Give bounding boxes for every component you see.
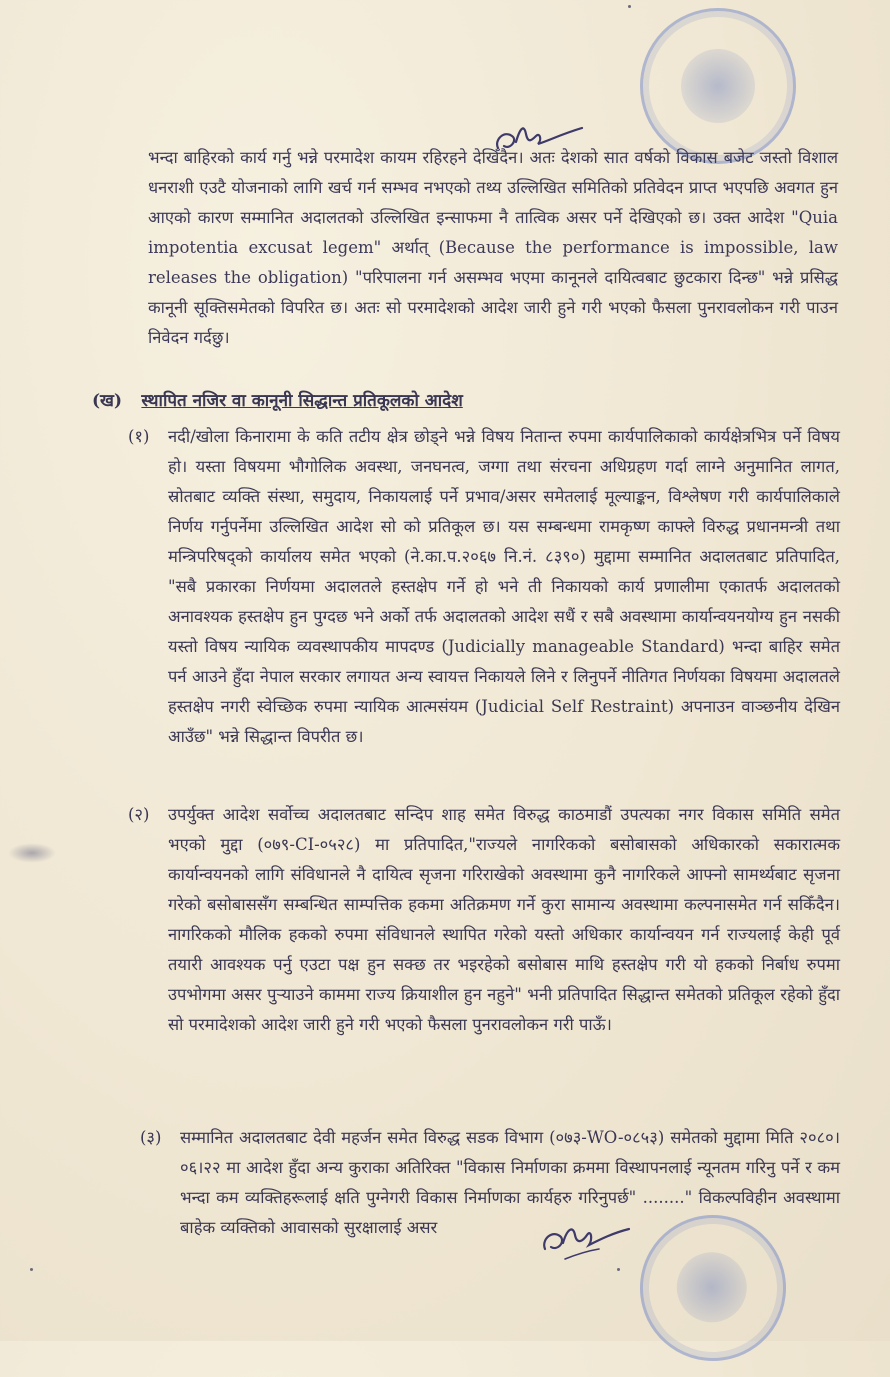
list-item-number: (३): [140, 1128, 162, 1147]
section-title: स्थापित नजिर वा कानूनी सिद्धान्त प्रतिकूलको आदेश: [141, 391, 463, 411]
list-item: [128, 422, 840, 752]
ink-smudge: [8, 843, 56, 863]
list-item-text: उपर्युक्त आदेश सर्वोच्च अदालतबाट सन्दिप शाह समेत विरुद्ध काठमाडौं उपत्यका नगर विकास समिति समेत भएको मुद्दा (०७९-CI-०५२८) मा प्रतिपादित,"राज्यले नागरिकको बसोबासको अधिकारको सकारात्मक कार्यान्वयनको लागि संविधानले नै दायित्व सृजना गरिराखेको अवस्थामा कुनै नागरिकले आफ्नो सामर्थ्यबाट सृजना गरेको बसोबाससँग सम्बन्धित साम्पत्तिक हकमा अतिक्रमण गर्ने कुरा सामान्य अवस्थामा कल्पनासमेत गर्न सकिँदैन। नागरिकको मौलिक हकको रुपमा संविधानले स्थापित गरेको यस्तो अधिकार कार्यान्वयन गर्न राज्यलाई केही पूर्व तयारी आवश्यक पर्नु एउटा पक्ष हुन सक्छ तर भइरहेको बसोबास माथि हस्तक्षेप गरी यो हकको निर्बाध रुपमा उपभोगमा असर पुऱ्याउने काममा राज्य क्रियाशील हुन नहुने" भनी प्रतिपादित सिद्धान्त समेतको प्रतिकूल रहेको हुँदा सो परमादेशको आदेश जारी हुने गरी भएको फैसला पुनरावलोकन गरी पाऊँ।: [168, 805, 840, 1034]
stamp-emblem: [674, 42, 762, 130]
stamp-emblem: [669, 1244, 755, 1330]
section-heading: [92, 388, 852, 414]
list-item-text: सम्मानित अदालतबाट देवी महर्जन समेत विरुद्ध सडक विभाग (०७३-WO-०८५३) समेतको मुद्दामा मिति २०८०।०६।२२ मा आदेश हुँदा अन्य कुराका अतिरिक्त "विकास निर्माणका क्रममा विस्थापनलाई न्यूनतम गरिनु पर्ने र कम भन्दा कम व्यक्तिहरूलाई क्षति पुग्नेगरी विकास निर्माणका कार्यहरु गरिनुपर्छ" ........" विकल्पविहीन अवस्थामा बाहेक व्यक्तिको आवासको सुरक्षालाई असर: [180, 1128, 840, 1237]
list-item-text: नदी/खोला किनारामा के कति तटीय क्षेत्र छोड्ने भन्ने विषय नितान्त रुपमा कार्यपालिकाको कार्यक्षेत्रभित्र पर्ने विषय हो। यस्ता विषयमा भौगोलिक अवस्था, जनघनत्व, जग्गा तथा संरचना अधिग्रहण गर्दा लाग्ने अनुमानित लागत, स्रोतबाट व्यक्ति संस्था, समुदाय, निकायलाई पर्ने प्रभाव/असर समेतलाई मूल्याङ्कन, विश्लेषण गरी कार्यपालिकाले निर्णय गर्नुपर्नेमा उल्लिखित आदेश सो को प्रतिकूल छ। यस सम्बन्धमा रामकृष्ण काफ्ले विरुद्ध प्रधानमन्त्री तथा मन्त्रिपरिषद्को कार्यालय समेत भएको (ने.का.प.२०६७ नि.नं. ८३९०) मुद्दामा सम्मानित अदालतबाट प्रतिपादित, "सबै प्रकारका निर्णयमा अदालतले हस्तक्षेप गर्ने हो भने ती निकायको कार्य प्रणालीमा एकातर्फ अदालतको अनावश्यक हस्तक्षेप हुन पुग्दछ भने अर्को तर्फ अदालतको आदेश सधैं र सबै अवस्थामा कार्यान्वयनयोग्य हुन नसकी यस्तो विषय न्यायिक व्यवस्थापकीय मापदण्ड (Judicially manageable Standard) भन्दा बाहिर समेत पर्न आउने हुँदा नेपाल सरकार लगायत अन्य स्वायत्त निकायले लिने र लिनुपर्ने नीतिगत निर्णयका विषयमा अदालतले हस्तक्षेप नगरी स्वेच्छिक रुपमा न्यायिक आत्मसंयम (Judicial Self Restraint) अपनाउन वाञ्छनीय देखिन आउँछ" भन्ने सिद्धान्त विपरीत छ।: [168, 427, 840, 746]
list-item-number: (१): [128, 427, 150, 446]
list-item: [128, 800, 840, 1040]
section-marker: (ख): [92, 391, 122, 411]
signature-bottom: [535, 1215, 635, 1265]
speck: [628, 5, 631, 8]
paragraph-continuation: भन्दा बाहिरको कार्य गर्नु भन्ने परमादेश कायम रहिरहने देखिँदैन। अतः देशको सात वर्षको विकास बजेट जस्तो विशाल धनराशी एउटै योजनाको लागि खर्च गर्न सम्भव नभएको तथ्य उल्लिखित समितिको प्रतिवेदन प्राप्त भएपछि अवगत हुन आएको कारण सम्मानित अदालतको उल्लिखित इन्साफमा नै तात्विक असर पर्ने देखिएको छ। उक्त आदेश "Quia impotentia excusat legem" अर्थात् (Because the performance is impossible, law releases the obligation) "परिपालना गर्न असम्भव भएमा कानूनले दायित्वबाट छुटकारा दिन्छ" भन्ने प्रसिद्ध कानूनी सूक्तिसमेतको विपरित छ। अतः सो परमादेशको आदेश जारी हुने गरी भएको फैसला पुनरावलोकन गरी पाउन निवेदन गर्दछु।: [148, 148, 838, 347]
list-item-number: (२): [128, 805, 150, 824]
speck: [617, 1268, 620, 1271]
speck: [30, 1268, 33, 1271]
